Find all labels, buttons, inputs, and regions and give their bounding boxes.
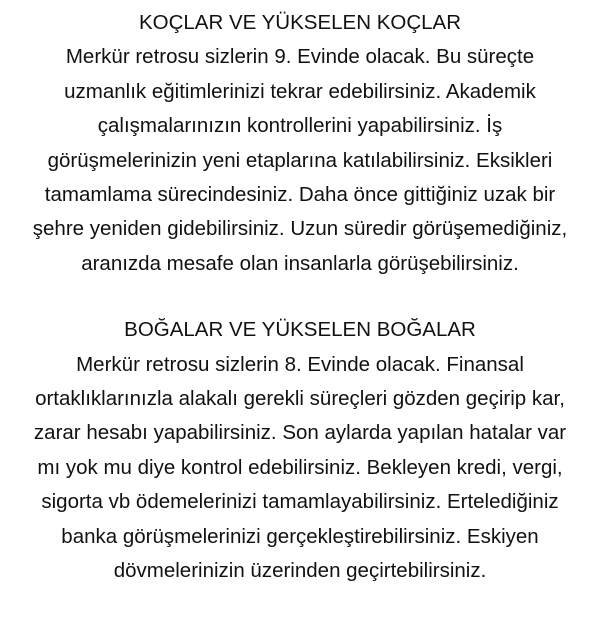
text-line: Merkür retrosu sizlerin 9. Evinde olacak. Bu süreçte [65,45,535,69]
text-line: şehre yeniden gidebilirsiniz. Uzun süredir görüşemediğiniz, [32,217,568,241]
text-line: tamamlama sürecindesiniz. Daha önce gittiğiniz uzak bir [44,183,556,207]
text-line: çalışmalarınızın kontrollerini yapabilirsiniz. İş [97,114,503,138]
text-line: Merkür retrosu sizlerin 8. Evinde olacak. Finansal [76,352,524,376]
text-line: ortaklıklarınızla alakalı gerekli süreçleri gözden geçirip kar, [35,387,565,411]
section-koc [12,6,588,281]
text-line: sigorta vb ödemelerinizi tamamlayabilirsiniz. Ertelediğiniz [41,490,559,514]
section-boga [12,313,588,588]
section-heading: KOÇLAR VE YÜKSELEN KOÇLAR [138,11,462,34]
section-heading: BOĞALAR VE YÜKSELEN BOĞALAR [124,318,476,342]
text-line: mı yok mu diye kontrol edebilirsiniz. Bekleyen kredi, vergi, [37,455,563,479]
text-line: görüşmelerinizin yeni etaplarına katılabilirsiniz. Eksikleri [47,148,553,172]
text-line: aranızda mesafe olan insanlarla görüşebilirsiniz. [81,251,519,275]
text-line: zarar hesabı yapabilirsiniz. Son aylarda yapılan hatalar var [33,421,567,445]
text-line: uzmanlık eğitimlerinizi tekrar edebilirsiniz. Akademik [64,79,536,103]
text-line: banka görüşmelerinizi gerçekleştirebilirsiniz. Eskiyen [61,524,539,548]
text-line: dövmelerinizin üzerinden geçirtebilirsiniz. [113,559,487,583]
